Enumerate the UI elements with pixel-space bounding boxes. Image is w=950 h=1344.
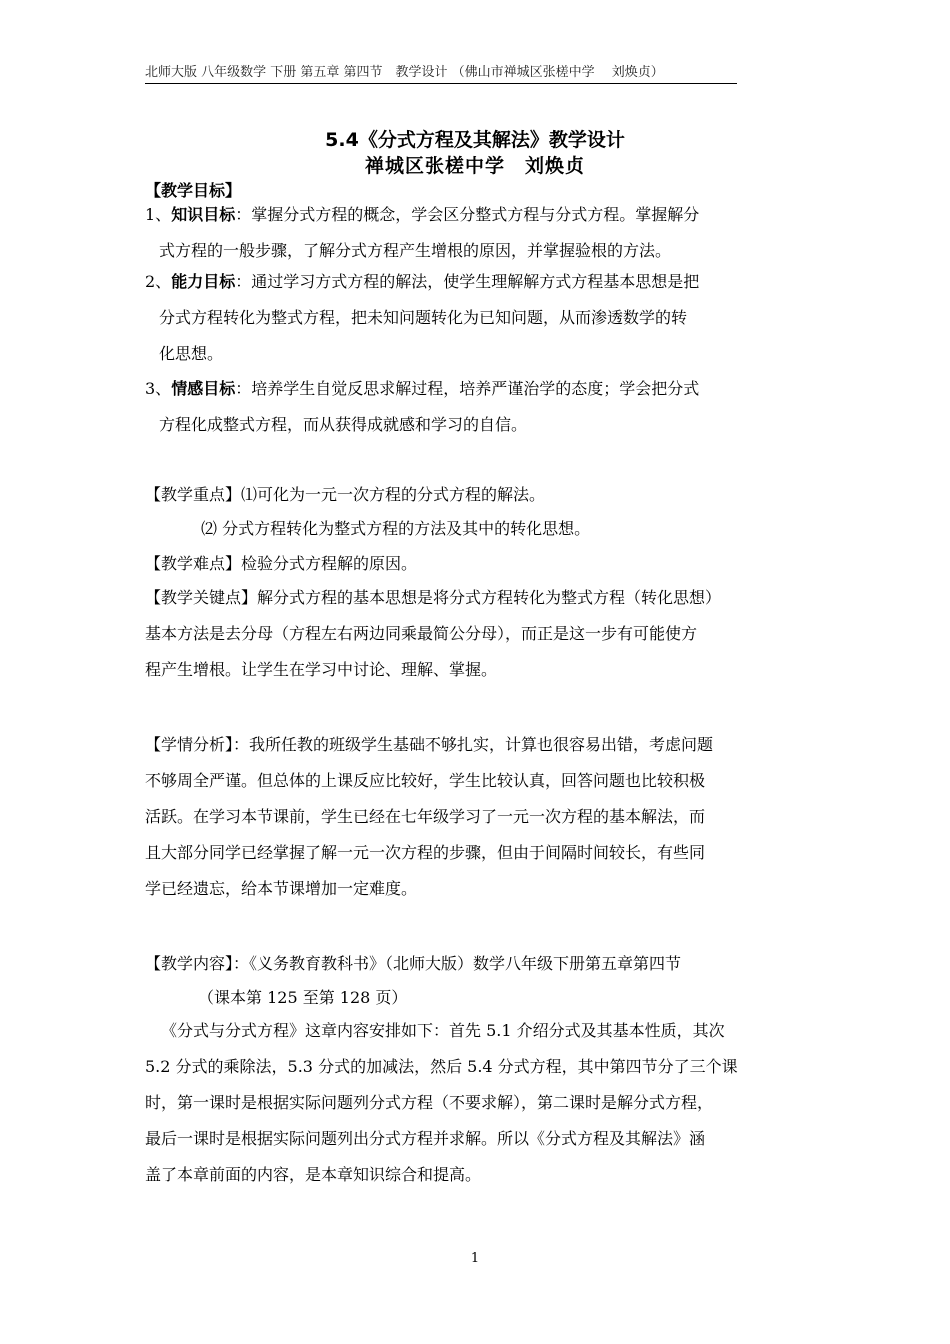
goal-ability — [145, 264, 810, 372]
content-paragraph — [145, 1013, 810, 1193]
key-points-line-2: ⑵ 分式方程转化为整式方程的方法及其中的转化思想。 — [201, 519, 591, 538]
goal-label: 知识目标 — [171, 205, 236, 224]
goal-text: ：掌握分式方程的概念，学会区分整式方程与分式方程。掌握解分 — [235, 205, 700, 224]
goal-label: 情感目标 — [171, 379, 236, 398]
key-points-line-1: 【教学重点】⑴可化为一元一次方程的分式方程的解法。 — [145, 485, 546, 504]
goal-number: 3、 — [145, 379, 172, 398]
analysis-line: 不够周全严谨。但总体的上课反应比较好，学生比较认真，回答问题也比较积极 — [145, 771, 706, 790]
goals-heading: 【教学目标】 — [145, 181, 242, 200]
key-idea-line: 程产生增根。让学生在学习中讨论、理解、掌握。 — [145, 660, 498, 679]
goal-number: 1、 — [145, 205, 172, 224]
key-idea-line: 基本方法是去分母（方程左右两边同乘最简公分母），而正是这一步有可能使方 — [145, 624, 698, 643]
content-line: 盖了本章前面的内容，是本章知识综合和提高。 — [145, 1165, 482, 1184]
goal-text: ：通过学习方式方程的解法，使学生理解解方式方程基本思想是把 — [235, 272, 700, 291]
goal-text: 式方程的一般步骤，了解分式方程产生增根的原因，并掌握验根的方法。 — [159, 241, 672, 260]
analysis-line: 学已经遗忘，给本节课增加一定难度。 — [145, 879, 418, 898]
content-line: 5.2 分式的乘除法，5.3 分式的加减法，然后 5.4 分式方程，其中第四节分了三个课 — [145, 1057, 738, 1076]
difficulty-line: 【教学难点】检验分式方程解的原因。 — [145, 554, 418, 573]
analysis-line: 且大部分同学已经掌握了解一元一次方程的步骤，但由于间隔时间较长，有些同 — [145, 843, 706, 862]
content-heading: 【教学内容】：《义务教育教科书》（北师大版）数学八年级下册第五章第四节 — [145, 954, 682, 973]
goal-text: ：培养学生自觉反思求解过程，培养严谨治学的态度；学会把分式 — [235, 379, 700, 398]
goal-number: 2、 — [145, 272, 172, 291]
key-idea-paragraph — [145, 580, 810, 688]
key-idea-line: 【教学关键点】解分式方程的基本思想是将分式方程转化为整式方程（转化思想） — [145, 588, 722, 607]
content-line: 最后一课时是根据实际问题列出分式方程并求解。所以《分式方程及其解法》涵 — [145, 1129, 706, 1148]
analysis-line: 【学情分析】：我所任教的班级学生基础不够扎实，计算也很容易出错，考虑问题 — [145, 735, 714, 754]
page-number: 1 — [470, 1251, 480, 1266]
goal-emotion — [145, 371, 810, 443]
content-line: 时，第一课时是根据实际问题列分式方程（不要求解），第二课时是解分式方程， — [145, 1093, 714, 1112]
analysis-line: 活跃。在学习本节课前，学生已经在七年级学习了一元一次方程的基本解法，而 — [145, 807, 706, 826]
goal-knowledge — [145, 197, 810, 269]
analysis-paragraph — [145, 727, 810, 907]
goal-text: 化思想。 — [159, 344, 224, 363]
goal-text: 分式方程转化为整式方程，把未知问题转化为已知问题，从而渗透数学的转 — [159, 308, 688, 327]
document-title: 5.4《分式方程及其解法》教学设计 — [325, 129, 625, 151]
document-subtitle: 禅城区张槎中学 刘焕贞 — [364, 155, 585, 177]
goal-text: 方程化成整式方程，而从获得成就感和学习的自信。 — [159, 415, 528, 434]
goal-label: 能力目标 — [171, 272, 236, 291]
content-line: 《分式与分式方程》这章内容安排如下：首先 5.1 介绍分式及其基本性质，其次 — [161, 1021, 725, 1040]
page-header: 北师大版 八年级数学 下册 第五章 第四节 教学设计 （佛山市禅城区张槎中学 刘焕贞） — [145, 64, 737, 84]
content-pages: （课本第 125 至第 128 页） — [198, 988, 408, 1007]
